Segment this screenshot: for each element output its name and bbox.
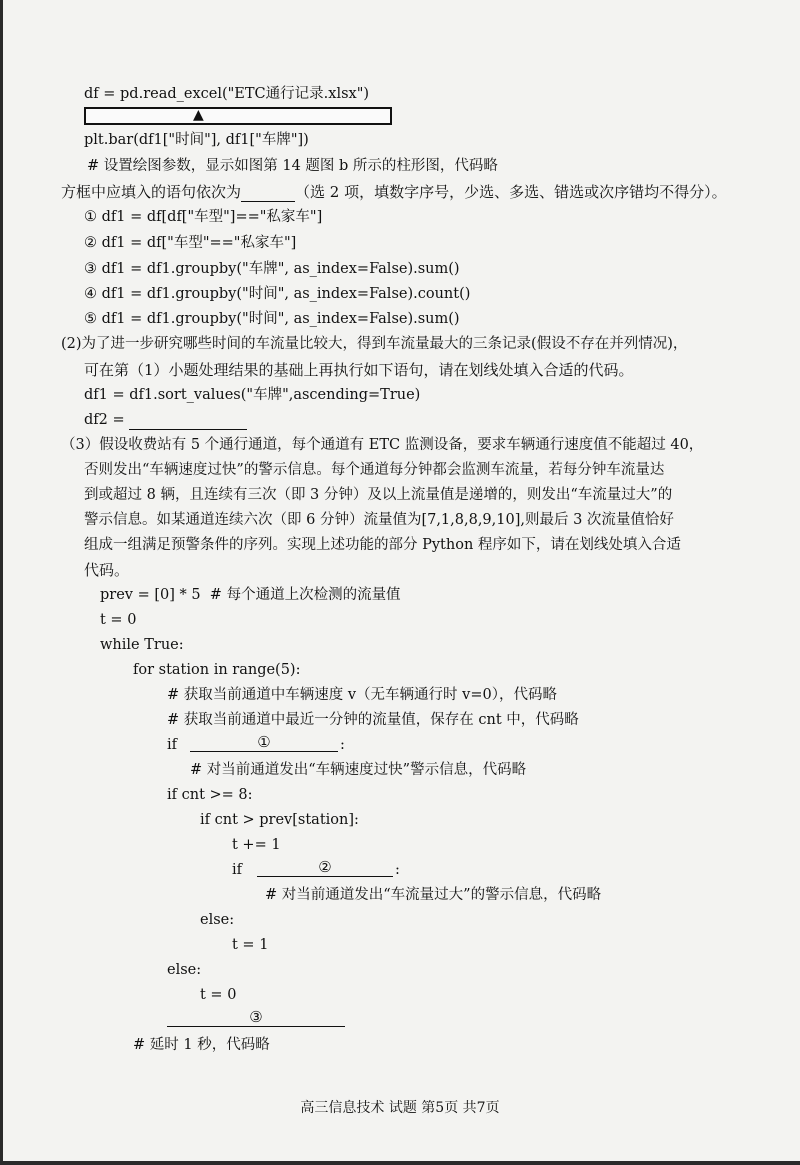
question-2-text: (2)为了进一步研究哪些时间的车流量比较大，得到车流量最大的三条记录(假设不存在并列情况)， <box>61 336 688 352</box>
page-footer: 高三信息技术 试题 第5页 共7页 <box>300 1100 500 1116</box>
triangle-marker: ▲ <box>193 107 204 123</box>
option-4: ④ df1 = df1.groupby("时间", as_index=False).count() <box>84 286 471 302</box>
prompt-text: 方框中应填入的语句依次为 <box>61 183 242 201</box>
code-comment-warn-flow: # 对当前通道发出“车流量过大”的警示信息，代码略 <box>265 887 602 903</box>
code-if-1: if <box>167 737 178 753</box>
answer-blank-df2[interactable] <box>129 413 247 430</box>
code-t-init: t = 0 <box>100 612 137 628</box>
code-plt-bar: plt.bar(df1["时间"], df1["车牌"]) <box>84 132 309 148</box>
scan-edge-bottom <box>0 1161 800 1165</box>
question-1-prompt <box>61 182 727 202</box>
option-5: ⑤ df1 = df1.groupby("时间", as_index=False).sum() <box>84 311 460 327</box>
prompt-rule: （选 2 项，填数字序号，少选、多选、错选或次序错均不得分）。 <box>295 183 727 201</box>
option-2: ② df1 = df["车型"=="私家车"] <box>84 235 297 251</box>
code-t-one: t = 1 <box>232 937 269 953</box>
question-3-text-6: 代码。 <box>84 561 130 579</box>
question-3-text-5: 组成一组满足预警条件的序列。实现上述功能的部分 Python 程序如下，请在划线处填入合适 <box>84 537 681 553</box>
code-comment-warn-speed: # 对当前通道发出“车辆速度过快”警示信息，代码略 <box>190 762 527 778</box>
code-sort-values: df1 = df1.sort_values("车牌",ascending=True) <box>84 387 421 403</box>
code-comment-speed: # 获取当前通道中车辆速度 v（无车辆通行时 v=0），代码略 <box>167 687 557 703</box>
code-if-2-colon: : <box>395 862 400 878</box>
answer-blank-1[interactable] <box>241 185 295 202</box>
code-for: for station in range(5): <box>133 662 301 678</box>
code-while: while True: <box>100 637 184 653</box>
scan-edge-left <box>0 0 3 1165</box>
answer-blank-circle-1[interactable]: ① <box>190 733 338 752</box>
code-comment-cnt: # 获取当前通道中最近一分钟的流量值，保存在 cnt 中，代码略 <box>167 712 579 728</box>
option-1: ① df1 = df[df["车型"]=="私家车"] <box>84 209 323 225</box>
code-if-1-colon: : <box>340 737 345 753</box>
code-comment-delay: # 延时 1 秒，代码略 <box>133 1037 270 1053</box>
question-3-text-2: 否则发出“车辆速度过快”的警示信息。每个通道每分钟都会监测车流量，若每分钟车流量达 <box>84 462 665 478</box>
code-if-cnt: if cnt >= 8: <box>167 787 253 803</box>
answer-box <box>84 107 392 125</box>
code-else-1: else: <box>200 912 235 928</box>
option-3: ③ df1 = df1.groupby("车牌", as_index=False).sum() <box>84 261 460 277</box>
df2-label: df2 = <box>84 412 125 428</box>
code-df2 <box>84 410 247 430</box>
question-2-text-2: 可在第（1）小题处理结果的基础上再执行如下语句，请在划线处填入合适的代码。 <box>84 361 634 379</box>
question-3-text-3: 到或超过 8 辆，且连续有三次（即 3 分钟）及以上流量值是递增的，则发出“车流量过大”的 <box>84 487 673 503</box>
question-3-text-4: 警示信息。如某通道连续六次（即 6 分钟）流量值为[7,1,8,8,9,10],则最后 3 次流量值恰好 <box>84 512 674 528</box>
code-else-2: else: <box>167 962 202 978</box>
code-t-inc: t += 1 <box>232 837 281 853</box>
code-comment-plot: # 设置绘图参数，显示如图第 14 题图 b 所示的柱形图，代码略 <box>87 158 498 174</box>
code-t-zero: t = 0 <box>200 987 237 1003</box>
answer-blank-circle-2[interactable]: ② <box>257 858 393 877</box>
code-read-excel: df = pd.read_excel("ETC通行记录.xlsx") <box>84 86 370 102</box>
answer-blank-circle-3[interactable]: ③ <box>167 1008 345 1027</box>
code-if-prev: if cnt > prev[station]: <box>200 812 359 828</box>
question-3-text: （3）假设收费站有 5 个通行通道，每个通道有 ETC 监测设备，要求车辆通行速度值不能超过 40， <box>61 437 704 453</box>
code-prev: prev = [0] * 5 # 每个通道上次检测的流量值 <box>100 587 401 603</box>
code-if-2: if <box>232 862 243 878</box>
